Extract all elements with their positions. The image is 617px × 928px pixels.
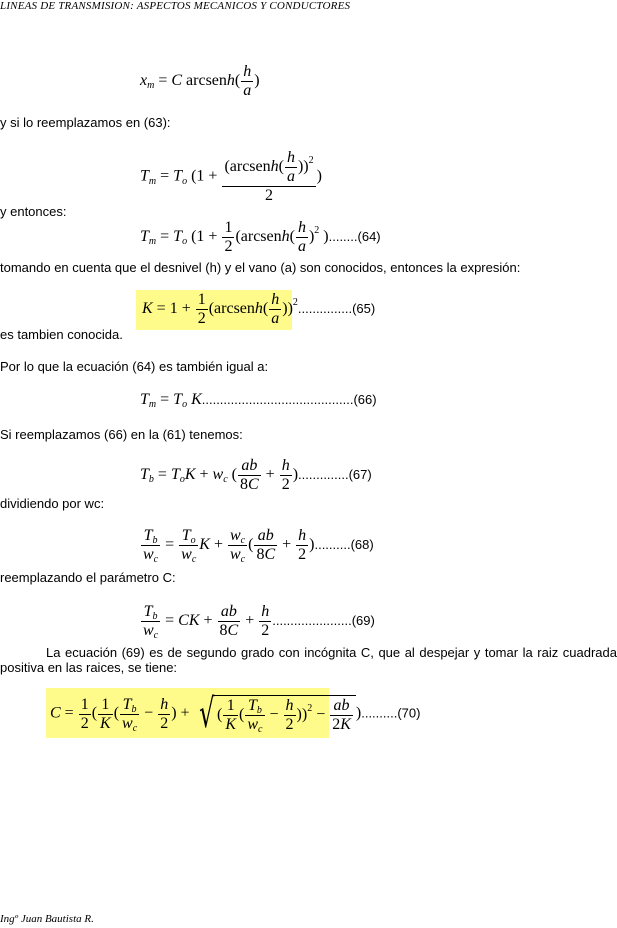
paragraph: La ecuación (69) es de segundo grado con incógnita C, que al despejar y tomar la raiz cuadrada positiva en las raices, se tiene: — [0, 645, 617, 675]
text-line: Si reemplazamos (66) en la (61) tenemos: — [0, 427, 243, 442]
equation-68: $\frac{Tb}{wc}$ = $\frac{To}{wc}$ K + $\frac{wc}{wc}$ ( $\frac{ab}{8C}$ + $\frac{h}{2}$ )..........(68) — [143, 527, 374, 565]
text-line: y entonces: — [0, 204, 67, 219]
equation-number: ......................(69) — [272, 613, 375, 629]
text-line: Por lo que la ecuación (64) es también igual a: — [0, 359, 269, 374]
equation-number: ..........................................(66) — [201, 392, 377, 407]
equation-65: K = 1 + $\frac{1}{2}$ (arcsenh( $\frac{h}{a}$ ))$^2$...............(65) — [142, 291, 376, 327]
equation-67: Tb = ToK + wc ( $\frac{ab}{8C}$ + $\frac{h}{2}$ )..............(67) — [140, 457, 372, 493]
page-header: LINEAS DE TRANSMISION: ASPECTOS MECANICOS Y CONDUCTORES — [0, 0, 351, 12]
equation-tm: Tm = To (1 + (arcsenh( $\frac{h}{a}$ ))$^2$ 2 ) — [140, 149, 322, 204]
text-line: es tambien conocida. — [0, 327, 123, 342]
page-footer: Ingº Juan Bautista R. — [0, 913, 94, 925]
equation-70: C = $\frac{1}{2}$ ( $\frac{1}{K}$ ( $\frac{Tb}{wc}$ − $\frac{h}{2}$ ) + √( $\frac{1}{K}$ ( $\frac{Tb}{wc}$ − $\frac{h}{2}$ ))$^2$ − $\frac{ab}{2K}$ )..........(70) — [50, 691, 421, 737]
equation-number: ..............(67) — [298, 467, 372, 483]
equation-64: Tm = To (1 + $\frac{1}{2}$ (arcsenh( $\frac{h}{a}$ )$^2$ )........(64) — [140, 219, 381, 255]
equation-66: Tm = To K..........................................(66) — [140, 391, 377, 410]
equation-number: ..........(70) — [361, 705, 421, 721]
square-root-icon: √ — [198, 691, 214, 737]
equation-xm: xm = C arcsenh( $\frac{h}{a}$ ) — [140, 63, 260, 99]
text-line: tomando en cuenta que el desnivel (h) y el vano (a) son conocidos, entonces la expresión: — [0, 260, 521, 275]
equation-number: ........(64) — [328, 229, 381, 245]
equation-69: $\frac{Tb}{wc}$ = CK + $\frac{ab}{8C}$ + $\frac{h}{2}$ ......................(69) — [143, 603, 375, 641]
equation-number: ...............(65) — [297, 301, 376, 317]
text-line: dividiendo por wc: — [0, 496, 105, 511]
text-line: reemplazando el parámetro C: — [0, 570, 176, 585]
equation-number: ..........(68) — [314, 537, 374, 553]
text-line: y si lo reemplazamos en (63): — [0, 115, 171, 130]
